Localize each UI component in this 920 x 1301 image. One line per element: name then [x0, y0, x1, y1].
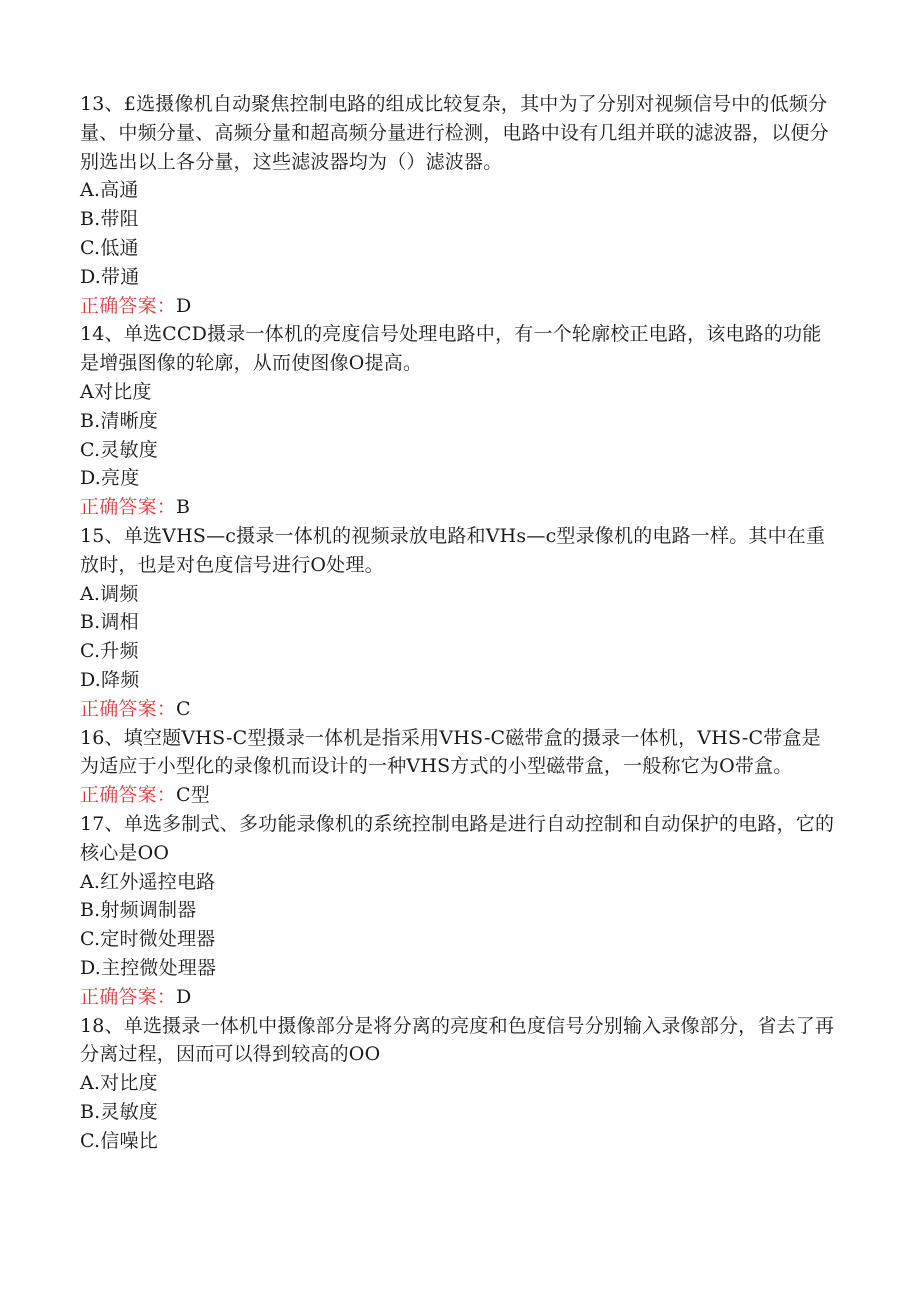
answer-value: C [176, 697, 191, 720]
option-c: C.信噪比 [80, 1129, 158, 1152]
question-stem: 13、£选摄像机自动聚焦控制电路的组成比较复杂，其中为了分别对视频信号中的低频分量、中频分量、高频分量和超高频分量进行检测，电路中设有几组并联的滤波器，以便分别选出以上各分量，这些滤波器均为（）滤波器。 [80, 93, 829, 173]
correct-answer [80, 983, 840, 1012]
answer-label: 正确答案： [80, 697, 177, 720]
question-stem: 15、单选VHS—c摄录一体机的视频录放电路和VHs—c型录像机的电路一样。其中在重放时，也是对色度信号进行O处理。 [80, 524, 826, 576]
question-13 [80, 90, 840, 320]
option-c: C.定时微处理器 [80, 928, 216, 951]
option-a: A对比度 [80, 380, 152, 403]
option-c: C.升频 [80, 640, 139, 663]
question-18 [80, 1012, 840, 1156]
option-a: A.高通 [80, 179, 139, 202]
question-stem: 16、填空题VHS-C型摄录一体机是指采用VHS-C磁带盒的摄录一体机，VHS-C带盒是为适应于小型化的录像机而设计的一种VHS方式的小型磁带盒，一般称它为O带盒。 [80, 726, 821, 778]
document-page [80, 90, 840, 1155]
answer-value: B [176, 496, 191, 519]
question-stem: 14、单选CCD摄录一体机的亮度信号处理电路中，有一个轮廓校正电路，该电路的功能是增强图像的轮廓，从而使图像O提高。 [80, 323, 822, 375]
correct-answer [80, 493, 840, 522]
option-d: D.主控微处理器 [80, 956, 217, 979]
correct-answer [80, 292, 840, 321]
option-c: C.灵敏度 [80, 438, 158, 461]
option-b: B.灵敏度 [80, 1100, 159, 1123]
question-17 [80, 810, 840, 1012]
option-a: A.对比度 [80, 1072, 158, 1095]
option-b: B.带阻 [80, 208, 139, 231]
question-stem: 17、单选多制式、多功能录像机的系统控制电路是进行自动控制和自动保护的电路，它的核心是OO [80, 812, 835, 864]
option-a: A.调频 [80, 582, 139, 605]
option-a: A.红外遥控电路 [80, 870, 216, 893]
option-d: D.带通 [80, 265, 140, 288]
question-15 [80, 522, 840, 724]
correct-answer [80, 781, 840, 810]
answer-value: C型 [176, 784, 210, 807]
option-b: B.清晰度 [80, 409, 159, 432]
option-b: B.调相 [80, 611, 139, 634]
question-16 [80, 724, 840, 810]
answer-label: 正确答案： [80, 784, 177, 807]
answer-label: 正确答案： [80, 294, 177, 317]
answer-value: D [176, 985, 192, 1008]
answer-label: 正确答案： [80, 985, 177, 1008]
correct-answer [80, 695, 840, 724]
question-14 [80, 320, 840, 522]
option-b: B.射频调制器 [80, 899, 197, 922]
question-stem: 18、单选摄录一体机中摄像部分是将分离的亮度和色度信号分别输入录像部分，省去了再分离过程，因而可以得到较高的OO [80, 1014, 835, 1066]
answer-label: 正确答案： [80, 496, 177, 519]
option-d: D.亮度 [80, 467, 140, 490]
option-d: D.降频 [80, 668, 140, 691]
answer-value: D [176, 294, 192, 317]
option-c: C.低通 [80, 236, 139, 259]
